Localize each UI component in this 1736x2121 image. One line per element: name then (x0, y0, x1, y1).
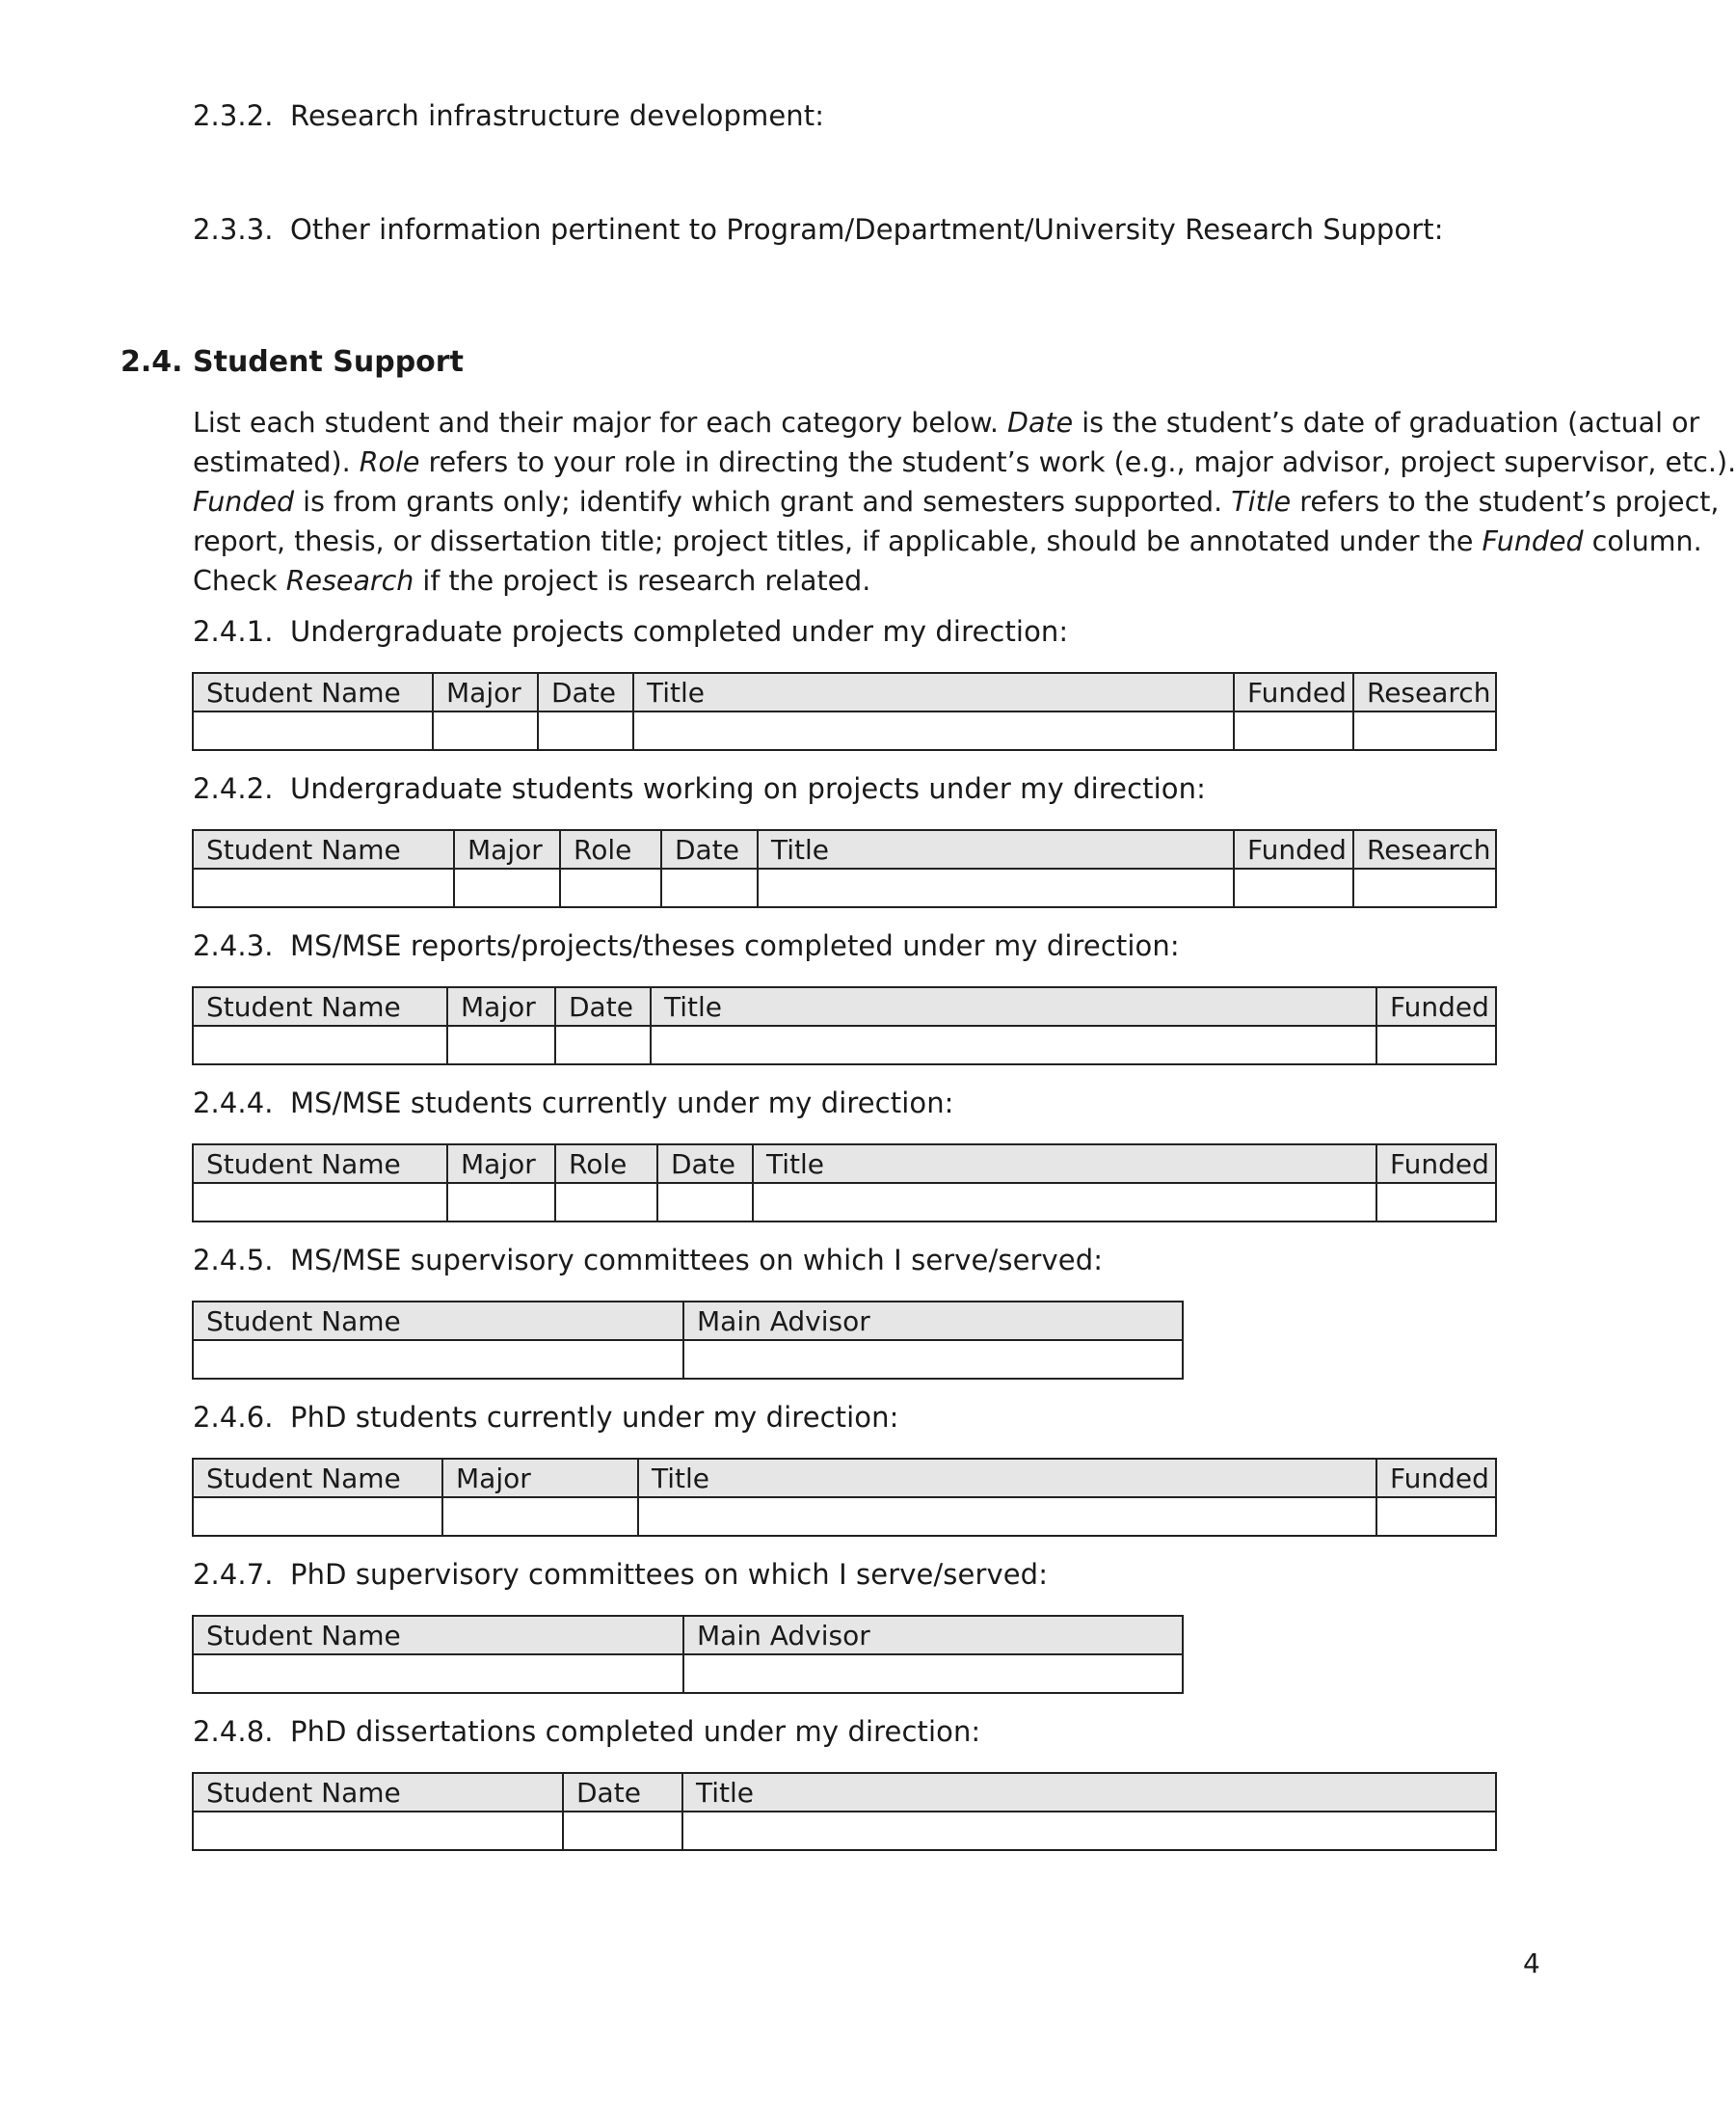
cell-student-name[interactable] (193, 1340, 683, 1379)
cell-student-name[interactable] (193, 1812, 563, 1850)
cell-main-advisor[interactable] (683, 1340, 1183, 1379)
subsection-number: 2.4.8. (193, 1715, 274, 1748)
cell-research[interactable] (1353, 711, 1496, 750)
intro-text: if the project is research related. (414, 565, 871, 597)
intro-text: estimated). (193, 446, 360, 478)
table-row (193, 1812, 1496, 1850)
col-title: Title (753, 1144, 1376, 1183)
col-title: Title (758, 830, 1234, 869)
col-title: Title (651, 987, 1376, 1026)
col-title: Title (633, 673, 1234, 711)
col-date: Date (563, 1773, 682, 1812)
subsection-text: PhD dissertations completed under my direction: (290, 1715, 981, 1748)
table-row (193, 869, 1496, 907)
item-2-3-2 (193, 99, 824, 132)
col-funded: Funded (1376, 987, 1496, 1026)
subsection-number: 2.4.7. (193, 1558, 274, 1591)
cell-major[interactable] (442, 1497, 638, 1536)
table-header-row (193, 1616, 1183, 1654)
subsection-2-4-5-heading (193, 1244, 1103, 1276)
cell-major[interactable] (433, 711, 538, 750)
table-header-row (193, 987, 1496, 1026)
col-research: Research (1353, 830, 1496, 869)
col-student-name: Student Name (193, 1773, 563, 1812)
item-number: 2.3.2. (193, 99, 274, 132)
cell-role[interactable] (560, 869, 661, 907)
cell-student-name[interactable] (193, 1183, 447, 1222)
col-student-name: Student Name (193, 987, 447, 1026)
col-student-name: Student Name (193, 673, 433, 711)
col-student-name: Student Name (193, 1302, 683, 1340)
col-major: Major (433, 673, 538, 711)
table-row (193, 1026, 1496, 1064)
col-funded: Funded (1376, 1144, 1496, 1183)
subsection-number: 2.4.6. (193, 1401, 274, 1434)
subsection-2-4-2-heading (193, 772, 1206, 805)
table-2-4-8 (192, 1772, 1497, 1851)
cell-title[interactable] (633, 711, 1234, 750)
cell-funded[interactable] (1234, 869, 1353, 907)
col-student-name: Student Name (193, 1459, 442, 1497)
table-header-row (193, 830, 1496, 869)
subsection-2-4-3-heading (193, 929, 1180, 962)
intro-term: Funded (1482, 525, 1584, 557)
table-row (193, 1654, 1183, 1693)
cell-title[interactable] (682, 1812, 1496, 1850)
cell-funded[interactable] (1376, 1183, 1496, 1222)
col-title: Title (682, 1773, 1496, 1812)
col-major: Major (442, 1459, 638, 1497)
table-2-4-5 (192, 1301, 1184, 1380)
section-number: 2.4. (120, 345, 183, 379)
cell-title[interactable] (638, 1497, 1376, 1536)
cell-role[interactable] (555, 1183, 657, 1222)
col-date: Date (538, 673, 633, 711)
subsection-2-4-8-heading (193, 1715, 980, 1748)
cell-title[interactable] (651, 1026, 1376, 1064)
table-2-4-4 (192, 1143, 1497, 1222)
item-number: 2.3.3. (193, 213, 274, 246)
col-funded: Funded (1376, 1459, 1496, 1497)
item-text: Research infrastructure development: (290, 99, 825, 132)
col-date: Date (661, 830, 758, 869)
table-header-row (193, 1773, 1496, 1812)
cell-funded[interactable] (1376, 1026, 1496, 1064)
cell-date[interactable] (661, 869, 758, 907)
subsection-text: Undergraduate students working on projects under my direction: (290, 772, 1206, 805)
table-2-4-6 (192, 1458, 1497, 1537)
intro-term: Role (359, 446, 420, 478)
subsection-text: Undergraduate projects completed under my direction: (290, 615, 1069, 648)
col-major: Major (454, 830, 560, 869)
col-main-advisor: Main Advisor (683, 1302, 1183, 1340)
table-row (193, 1183, 1496, 1222)
col-title: Title (638, 1459, 1376, 1497)
intro-term: Date (1007, 407, 1074, 439)
subsection-number: 2.4.3. (193, 929, 274, 962)
cell-funded[interactable] (1234, 711, 1353, 750)
subsection-2-4-1-heading (193, 615, 1068, 648)
cell-main-advisor[interactable] (683, 1654, 1183, 1693)
cell-major[interactable] (454, 869, 560, 907)
cell-date[interactable] (657, 1183, 753, 1222)
cell-major[interactable] (447, 1183, 555, 1222)
intro-term: Research (285, 565, 414, 597)
cell-student-name[interactable] (193, 711, 433, 750)
intro-line (193, 443, 1736, 482)
intro-text: is from grants only; identify which grant and semesters supported. (294, 486, 1232, 518)
col-major: Major (447, 1144, 555, 1183)
intro-text: report, thesis, or dissertation title; project titles, if applicable, should be annotated under the (193, 525, 1482, 557)
intro-line (193, 482, 1720, 522)
cell-title[interactable] (758, 869, 1234, 907)
table-2-4-2 (192, 829, 1497, 908)
col-student-name: Student Name (193, 830, 454, 869)
cell-major[interactable] (447, 1026, 555, 1064)
section-title: Student Support (193, 345, 464, 379)
intro-text: is the student’s date of graduation (actual or (1073, 407, 1700, 439)
col-student-name: Student Name (193, 1144, 447, 1183)
cell-date[interactable] (563, 1812, 682, 1850)
cell-research[interactable] (1353, 869, 1496, 907)
subsection-text: MS/MSE supervisory committees on which I serve/served: (290, 1244, 1104, 1276)
cell-title[interactable] (753, 1183, 1376, 1222)
intro-term: Funded (193, 486, 295, 518)
intro-text: List each student and their major for each category below. (193, 407, 1008, 439)
cell-student-name[interactable] (193, 1497, 442, 1536)
subsection-number: 2.4.2. (193, 772, 274, 805)
col-funded: Funded (1234, 830, 1353, 869)
table-header-row (193, 673, 1496, 711)
col-student-name: Student Name (193, 1616, 683, 1654)
subsection-number: 2.4.4. (193, 1087, 274, 1119)
item-text: Other information pertinent to Program/Department/University Research Support: (290, 213, 1444, 246)
intro-text: column. (1583, 525, 1702, 557)
intro-line (193, 403, 1700, 443)
table-2-4-1 (192, 672, 1497, 751)
subsection-text: PhD students currently under my direction: (290, 1401, 899, 1434)
cell-date[interactable] (555, 1026, 651, 1064)
table-2-4-3 (192, 986, 1497, 1065)
subsection-number: 2.4.1. (193, 615, 274, 648)
table-row (193, 1497, 1496, 1536)
col-research: Research (1353, 673, 1496, 711)
page-number: 4 (1523, 1947, 1540, 1979)
col-role: Role (560, 830, 661, 869)
intro-term: Title (1231, 486, 1292, 518)
table-header-row (193, 1144, 1496, 1183)
col-role: Role (555, 1144, 657, 1183)
subsection-2-4-4-heading (193, 1087, 954, 1119)
intro-text: refers to the student’s project, (1291, 486, 1720, 518)
intro-line (193, 561, 1533, 601)
subsection-text: MS/MSE reports/projects/theses completed under my direction: (290, 929, 1180, 962)
subsection-text: PhD supervisory committees on which I serve/served: (290, 1558, 1049, 1591)
cell-date[interactable] (538, 711, 633, 750)
col-major: Major (447, 987, 555, 1026)
intro-line (193, 522, 1702, 561)
col-funded: Funded (1234, 673, 1353, 711)
col-date: Date (657, 1144, 753, 1183)
subsection-number: 2.4.5. (193, 1244, 274, 1276)
cell-student-name[interactable] (193, 1026, 447, 1064)
subsection-text: MS/MSE students currently under my direction: (290, 1087, 954, 1119)
subsection-2-4-6-heading (193, 1401, 899, 1434)
section-intro (193, 403, 1736, 601)
cell-funded[interactable] (1376, 1497, 1496, 1536)
table-row (193, 1340, 1183, 1379)
cell-student-name[interactable] (193, 869, 454, 907)
cell-student-name[interactable] (193, 1654, 683, 1693)
table-header-row (193, 1302, 1183, 1340)
table-2-4-7 (192, 1615, 1184, 1694)
intro-text: Check (193, 565, 286, 597)
col-main-advisor: Main Advisor (683, 1616, 1183, 1654)
item-2-3-3 (193, 213, 1444, 246)
subsection-2-4-7-heading (193, 1558, 1048, 1591)
col-date: Date (555, 987, 651, 1026)
intro-text: refers to your role in directing the student’s work (e.g., major advisor, project supervisor, etc.). (419, 446, 1736, 478)
table-row (193, 711, 1496, 750)
table-header-row (193, 1459, 1496, 1497)
